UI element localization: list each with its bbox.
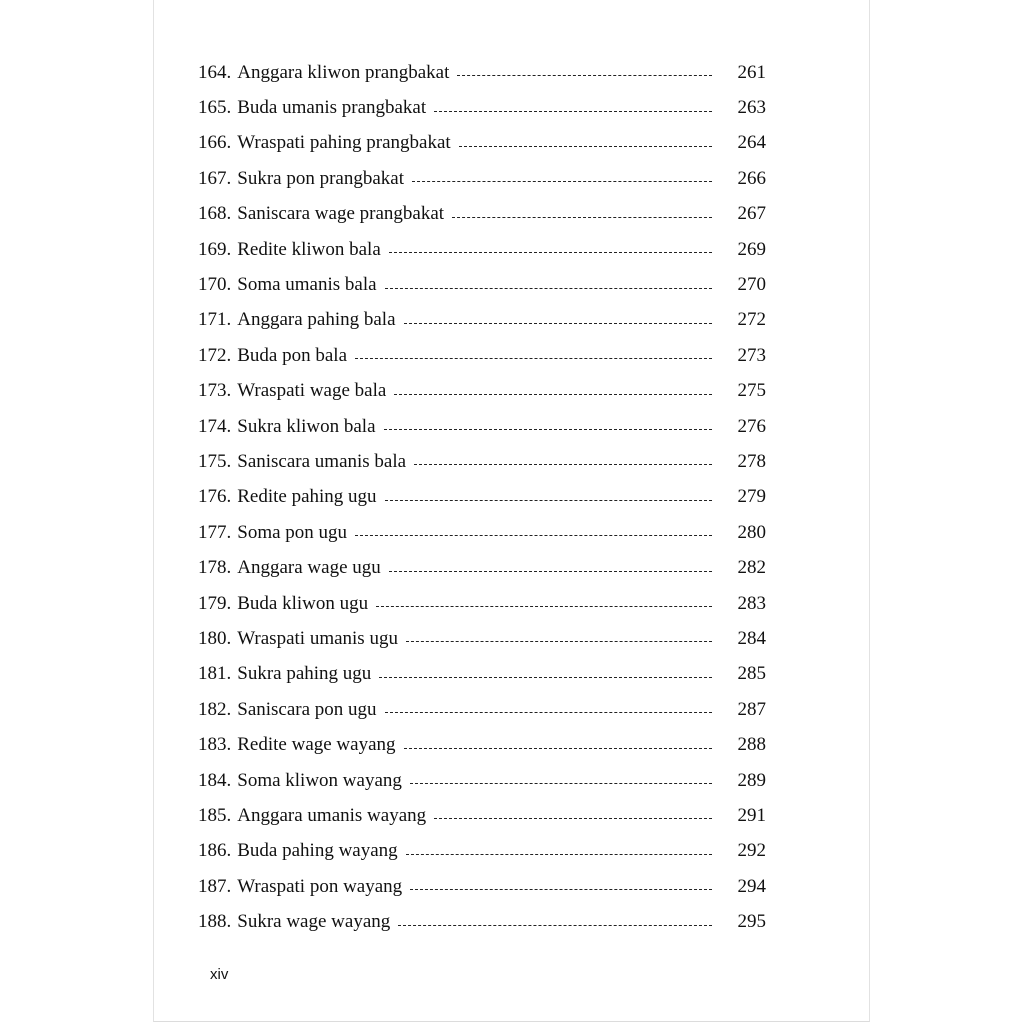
entry-number: 168. [198, 203, 232, 225]
dash-leader [434, 817, 712, 819]
dash-leader [385, 711, 712, 713]
toc-entry [198, 763, 766, 798]
entry-number: 188. [198, 911, 232, 933]
dash-leader [412, 180, 712, 182]
toc-entry [198, 55, 766, 90]
dash-leader [376, 605, 712, 607]
entry-title: Redite kliwon bala [237, 238, 381, 260]
dash-leader [385, 499, 712, 501]
toc-entry [198, 550, 766, 585]
toc-entry [198, 727, 766, 762]
entry-title: Wraspati wage bala [237, 380, 387, 402]
entry-page-number: 267 [737, 203, 766, 225]
toc-entry [198, 374, 766, 409]
entry-page-number: 292 [737, 840, 766, 862]
entry-title: Anggara pahing bala [237, 309, 396, 331]
dash-leader [355, 534, 712, 536]
entry-page-number: 263 [737, 97, 766, 119]
toc-entry [198, 338, 766, 373]
toc-entry [198, 515, 766, 550]
toc-entry [198, 197, 766, 232]
entry-page-number: 295 [737, 911, 766, 933]
toc-entry [198, 444, 766, 479]
entry-number: 172. [198, 344, 232, 366]
entry-title: Buda umanis prangbakat [237, 97, 427, 119]
dash-leader [394, 393, 712, 395]
entry-page-number: 287 [737, 698, 766, 720]
entry-title: Saniscara wage prangbakat [237, 203, 445, 225]
entry-number: 181. [198, 663, 232, 685]
entry-title: Redite pahing ugu [237, 486, 377, 508]
entry-page-number: 280 [737, 521, 766, 543]
page-number-folio: xiv [210, 966, 229, 983]
entry-page-number: 273 [737, 344, 766, 366]
dash-leader [384, 428, 712, 430]
entry-page-number: 278 [737, 450, 766, 472]
entry-page-number: 266 [737, 167, 766, 189]
entry-number: 169. [198, 238, 232, 260]
entry-page-number: 275 [737, 380, 766, 402]
entry-page-number: 284 [737, 627, 766, 649]
entry-title: Saniscara umanis bala [237, 450, 407, 472]
entry-title: Sukra pon prangbakat [237, 167, 404, 189]
dash-leader [355, 357, 712, 359]
entry-title: Wraspati pon wayang [237, 875, 403, 897]
entry-number: 177. [198, 521, 232, 543]
entry-page-number: 288 [737, 734, 766, 756]
toc-entry [198, 90, 766, 125]
entry-page-number: 282 [737, 557, 766, 579]
entry-number: 170. [198, 274, 232, 296]
toc-entry [198, 409, 766, 444]
dash-leader [398, 924, 712, 926]
entry-page-number: 285 [737, 663, 766, 685]
toc-entry [198, 267, 766, 302]
entry-page-number: 283 [737, 592, 766, 614]
toc-entry [198, 303, 766, 338]
entry-title: Soma umanis bala [237, 274, 377, 296]
entry-number: 174. [198, 415, 232, 437]
entry-number: 176. [198, 486, 232, 508]
dash-leader [410, 888, 712, 890]
entry-page-number: 270 [737, 274, 766, 296]
toc-entry [198, 692, 766, 727]
toc-entry [198, 126, 766, 161]
toc-entry [198, 161, 766, 196]
dash-leader [389, 570, 712, 572]
entry-page-number: 291 [737, 804, 766, 826]
entry-title: Sukra kliwon bala [237, 415, 376, 437]
dash-leader [385, 287, 712, 289]
entry-title: Buda pahing wayang [237, 840, 398, 862]
entry-number: 175. [198, 450, 232, 472]
toc-entry [198, 586, 766, 621]
toc-entry [198, 621, 766, 656]
entry-number: 185. [198, 804, 232, 826]
entry-page-number: 289 [737, 769, 766, 791]
dash-leader [389, 251, 712, 253]
toc-entry [198, 232, 766, 267]
entry-number: 182. [198, 698, 232, 720]
entry-number: 180. [198, 627, 232, 649]
dash-leader [404, 747, 712, 749]
toc-entry [198, 904, 766, 939]
dash-leader [459, 145, 712, 147]
dash-leader [406, 853, 712, 855]
entry-number: 178. [198, 557, 232, 579]
entry-title: Anggara kliwon prangbakat [237, 61, 450, 83]
entry-number: 164. [198, 61, 232, 83]
dash-leader [434, 110, 712, 112]
entry-title: Sukra pahing ugu [237, 663, 372, 685]
dash-leader [457, 74, 712, 76]
entry-title: Sukra wage wayang [237, 911, 391, 933]
dash-leader [406, 640, 712, 642]
entry-page-number: 294 [737, 875, 766, 897]
toc-entry [198, 798, 766, 833]
entry-number: 173. [198, 380, 232, 402]
entry-title: Anggara umanis wayang [237, 804, 427, 826]
entry-number: 165. [198, 97, 232, 119]
entry-number: 183. [198, 734, 232, 756]
toc-entry [198, 480, 766, 515]
entry-number: 179. [198, 592, 232, 614]
entry-page-number: 276 [737, 415, 766, 437]
table-of-contents [198, 55, 766, 940]
entry-title: Anggara wage ugu [237, 557, 381, 579]
entry-page-number: 264 [737, 132, 766, 154]
entry-title: Soma kliwon wayang [237, 769, 402, 791]
entry-title: Wraspati pahing prangbakat [237, 132, 451, 154]
entry-title: Soma pon ugu [237, 521, 348, 543]
entry-page-number: 279 [737, 486, 766, 508]
entry-title: Saniscara pon ugu [237, 698, 377, 720]
entry-title: Buda pon bala [237, 344, 348, 366]
entry-number: 167. [198, 167, 232, 189]
toc-entry [198, 657, 766, 692]
toc-entry [198, 834, 766, 869]
entry-number: 186. [198, 840, 232, 862]
entry-title: Redite wage wayang [237, 734, 396, 756]
entry-number: 187. [198, 875, 232, 897]
dash-leader [414, 463, 712, 465]
entry-title: Buda kliwon ugu [237, 592, 369, 614]
entry-title: Wraspati umanis ugu [237, 627, 398, 649]
entry-page-number: 261 [737, 61, 766, 83]
dash-leader [410, 782, 712, 784]
dash-leader [452, 216, 712, 218]
entry-number: 184. [198, 769, 232, 791]
entry-page-number: 272 [737, 309, 766, 331]
dash-leader [379, 676, 712, 678]
entry-page-number: 269 [737, 238, 766, 260]
dash-leader [404, 322, 712, 324]
entry-number: 166. [198, 132, 232, 154]
entry-number: 171. [198, 309, 232, 331]
toc-entry [198, 869, 766, 904]
